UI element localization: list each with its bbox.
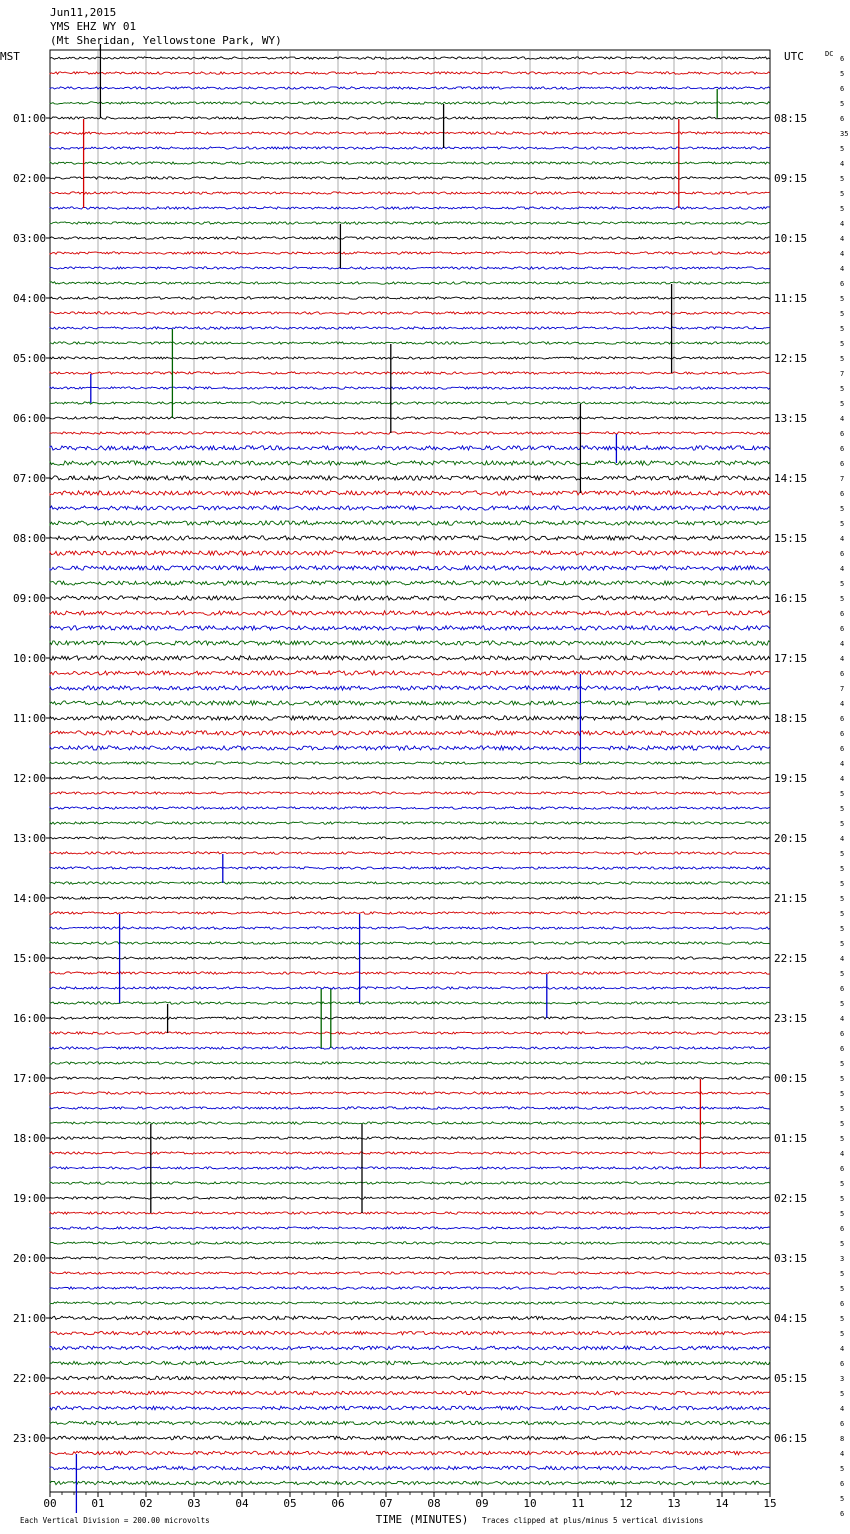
x-tick-label: 11 [571,1497,585,1510]
trace-row [50,671,770,675]
trace-row [50,1466,770,1470]
hour-label-right: 21:15 [774,892,808,905]
trace-row [50,1436,770,1440]
trace-row [50,222,770,224]
trace-row [50,1152,770,1154]
dc-offset-value: 6 [840,445,845,453]
trace-row [50,536,770,540]
trace-row [50,611,770,615]
trace-row [50,102,770,104]
trace-row [50,581,770,585]
dc-offset-value: 6 [840,550,845,558]
dc-offset-value: 5 [840,880,845,888]
x-tick-label: 12 [619,1497,633,1510]
dc-offset-value: 6 [840,430,845,438]
trace-row [50,372,770,374]
hour-label-right: 00:15 [774,1072,808,1085]
hour-label-right: 10:15 [774,232,808,245]
dc-offset-value: 5 [840,325,845,333]
dc-offset-value: 4 [840,640,845,648]
hour-label-right: 04:15 [774,1312,808,1325]
trace-row [50,596,770,600]
trace-row [50,1376,770,1380]
hour-label-left: 22:00 [13,1372,47,1385]
dc-offset-value: 7 [840,370,845,378]
trace-row [50,656,770,660]
hour-label-right: 09:15 [774,172,808,185]
hour-label-right: 02:15 [774,1192,808,1205]
dc-offset-value: 6 [840,490,845,498]
trace-row [50,1047,770,1049]
trace-row [50,626,770,630]
x-tick-label: 05 [283,1497,297,1510]
dc-offset-value: 5 [840,1465,845,1473]
dc-offset-value: 6 [840,1420,845,1428]
hour-label-right: 17:15 [774,652,808,665]
dc-offset-value: 6 [840,745,845,753]
trace-row [50,267,770,269]
dc-offset-value: 4 [840,835,845,843]
dc-offset-value: 5 [840,820,845,828]
dc-offset-value: 6 [840,1225,845,1233]
dc-offset-value: 5 [840,805,845,813]
hour-label-left: 06:00 [13,412,47,425]
dc-offset-value: 5 [840,100,845,108]
dc-offset-value: 4 [840,160,845,168]
x-tick-label: 06 [331,1497,345,1510]
hour-label-right: 19:15 [774,772,808,785]
dc-offset-value: 3 [840,1375,845,1383]
hour-label-left: 16:00 [13,1012,47,1025]
trace-row [50,1287,770,1289]
dc-offset-value: 35 [840,130,849,138]
hour-label-left: 08:00 [13,532,47,545]
trace-row [50,72,770,74]
trace-row [50,297,770,299]
dc-offset-value: 6 [840,85,845,93]
trace-row [50,1137,770,1139]
dc-offset-value: 5 [840,580,845,588]
trace-row [50,1302,770,1304]
dc-offset-value: 5 [840,400,845,408]
dc-offset-value: 8 [840,1435,845,1443]
hour-label-right: 05:15 [774,1372,808,1385]
hour-label-right: 08:15 [774,112,808,125]
trace-row [50,1032,770,1034]
trace-row [50,686,770,690]
dc-offset-value: 4 [840,700,845,708]
trace-row [50,882,770,884]
hour-label-left: 09:00 [13,592,47,605]
trace-row [50,867,770,869]
trace-row [50,1167,770,1169]
dc-offset-value: 5 [840,355,845,363]
hour-label-left: 17:00 [13,1072,47,1085]
trace-row [50,491,770,495]
hour-label-left: 04:00 [13,292,47,305]
trace-row [50,777,770,779]
x-tick-label: 08 [427,1497,441,1510]
dc-offset-value: 7 [840,685,845,693]
dc-offset-value: 5 [840,1330,845,1338]
trace-row [50,822,770,824]
trace-row [50,1062,770,1064]
x-tick-label: 01 [91,1497,105,1510]
trace-row [50,432,770,434]
trace-row [50,1182,770,1184]
hour-label-right: 13:15 [774,412,808,425]
dc-offset-value: 6 [840,115,845,123]
dc-offset-value: 5 [840,910,845,918]
hour-label-right: 15:15 [774,532,808,545]
dc-offset-value: 5 [840,505,845,513]
hour-label-left: 05:00 [13,352,47,365]
dc-offset-value: 6 [840,985,845,993]
trace-row [50,177,770,179]
dc-offset-value: 4 [840,565,845,573]
dc-offset-value: 5 [840,1120,845,1128]
trace-row [50,237,770,239]
dc-offset-value: 4 [840,955,845,963]
trace-row [50,942,770,944]
dc-offset-value: 5 [840,310,845,318]
left-axis-title: MST [0,50,20,63]
dc-offset-value: 3 [840,1255,845,1263]
trace-row [50,342,770,344]
dc-offset-value: 7 [840,475,845,483]
dc-offset-value: 5 [840,790,845,798]
trace-row [50,521,770,525]
trace-row [50,147,770,149]
dc-offset-value: 6 [840,1045,845,1053]
trace-row [50,837,770,839]
trace-row [50,1421,770,1425]
dc-offset-value: 5 [840,1315,845,1323]
dc-offset-value: 4 [840,1405,845,1413]
hour-label-left: 07:00 [13,472,47,485]
footer-clip-note: Traces clipped at plus/minus 5 vertical divisions [482,1516,704,1525]
dc-offset-value: 5 [840,925,845,933]
trace-row [50,446,770,450]
dc-offset-value: 5 [840,1240,845,1248]
trace-row [50,1212,770,1214]
hour-label-right: 16:15 [774,592,808,605]
trace-row [50,357,770,359]
trace-row [50,807,770,809]
dc-offset-value: 5 [840,940,845,948]
x-axis-label: TIME (MINUTES) [375,1513,469,1526]
hour-label-left: 20:00 [13,1252,47,1265]
dc-offset-value: 5 [840,595,845,603]
x-tick-label: 13 [667,1497,681,1510]
dc-offset-value: 5 [840,1060,845,1068]
trace-row [50,852,770,854]
dc-offset-value: 4 [840,220,845,228]
dc-offset-value: 6 [840,610,845,618]
dc-offset-value: 6 [840,730,845,738]
trace-row [50,207,770,209]
hour-label-right: 22:15 [774,952,808,965]
trace-row [50,1257,770,1259]
x-tick-label: 14 [715,1497,729,1510]
trace-row [50,87,770,89]
dc-offset-value: 5 [840,1075,845,1083]
trace-row [50,1017,770,1019]
dc-offset-value: 6 [840,625,845,633]
trace-row [50,972,770,974]
trace-row [50,132,770,134]
footer-scale-note: Each Vertical Division = 200.00 microvolts [20,1516,210,1525]
hour-label-left: 01:00 [13,112,47,125]
trace-row [50,1107,770,1109]
dc-offset-value: 5 [840,145,845,153]
dc-offset-value: 5 [840,520,845,528]
trace-row [50,1346,770,1350]
trace-row [50,1122,770,1124]
hour-label-right: 20:15 [774,832,808,845]
trace-row [50,1451,770,1455]
trace-row [50,762,770,764]
trace-row [50,402,770,404]
dc-offset-value: 6 [840,1360,845,1368]
hour-label-right: 14:15 [774,472,808,485]
dc-offset-value: 5 [840,1105,845,1113]
chart-date: Jun11,2015 [50,6,117,19]
trace-row [50,1077,770,1079]
dc-offset-value: 4 [840,1015,845,1023]
trace-row [50,987,770,989]
dc-offset-value: 5 [840,850,845,858]
dc-offset-value: 5 [840,190,845,198]
dc-offset-value: 4 [840,760,845,768]
dc-offset-value: 6 [840,460,845,468]
trace-row [50,897,770,899]
dc-offset-value: 6 [840,1165,845,1173]
hour-label-right: 06:15 [774,1432,808,1445]
dc-offset-value: 5 [840,1090,845,1098]
dc-offset-value: 4 [840,415,845,423]
dc-offset-value: 5 [840,1000,845,1008]
hour-label-right: 11:15 [774,292,808,305]
dc-offset-value: 5 [840,1180,845,1188]
dc-offset-value: 5 [840,205,845,213]
trace-row [50,162,770,164]
hour-label-right: 23:15 [774,1012,808,1025]
hour-label-left: 13:00 [13,832,47,845]
trace-row [50,327,770,329]
dc-offset-value: 5 [840,1270,845,1278]
dc-offset-value: 4 [840,1450,845,1458]
dc-offset-value: 5 [840,895,845,903]
dc-offset-value: 5 [840,70,845,78]
dc-offset-value: 5 [840,1495,845,1503]
trace-row [50,792,770,794]
x-tick-label: 00 [43,1497,57,1510]
x-tick-label: 15 [763,1497,777,1510]
hour-label-left: 18:00 [13,1132,47,1145]
trace-row [50,1481,770,1485]
trace-row [50,1092,770,1094]
dc-offset-value: 4 [840,265,845,273]
trace-row [50,57,770,59]
trace-row [50,641,770,645]
x-tick-label: 04 [235,1497,249,1510]
dc-offset-value: 5 [840,1135,845,1143]
trace-row [50,1316,770,1320]
trace-row [50,1331,770,1335]
dc-offset-value: 4 [840,250,845,258]
dc-offset-value: 5 [840,865,845,873]
trace-row [50,117,770,119]
dc-offset-value: 5 [840,1210,845,1218]
trace-row [50,506,770,510]
hour-label-left: 11:00 [13,712,47,725]
trace-row [50,731,770,735]
dc-offset-value: 4 [840,1345,845,1353]
trace-row [50,476,770,480]
dc-offset-value: 6 [840,55,845,63]
trace-row [50,312,770,314]
hour-label-right: 03:15 [774,1252,808,1265]
dc-offset-value: 6 [840,1300,845,1308]
trace-row [50,1197,770,1199]
hour-label-left: 14:00 [13,892,47,905]
dc-offset-value: 5 [840,1390,845,1398]
dc-offset-value: 6 [840,1480,845,1488]
dc-offset-value: 5 [840,295,845,303]
x-tick-label: 02 [139,1497,153,1510]
dc-offset-value: 5 [840,1285,845,1293]
trace-row [50,1002,770,1004]
chart-station-title: YMS EHZ WY 01 [50,20,137,33]
trace-row [50,1406,770,1410]
dc-offset-value: 5 [840,385,845,393]
dc-offset-value: 4 [840,535,845,543]
trace-row [50,912,770,914]
hour-label-right: 18:15 [774,712,808,725]
dc-offset-value: 4 [840,655,845,663]
right-axis-title: UTC [784,50,804,63]
trace-row [50,551,770,555]
hour-label-left: 19:00 [13,1192,47,1205]
trace-row [50,282,770,284]
trace-row [50,716,770,720]
trace-row [50,1227,770,1229]
dc-offset-value: 5 [840,970,845,978]
dc-offset-value: 4 [840,775,845,783]
dc-offset-value: 5 [840,340,845,348]
dc-offset-value: 6 [840,715,845,723]
hour-label-left: 03:00 [13,232,47,245]
hour-label-right: 12:15 [774,352,808,365]
dc-offset-value: 6 [840,1510,845,1518]
dc-offset-value: 5 [840,1195,845,1203]
x-tick-label: 10 [523,1497,537,1510]
trace-row [50,1391,770,1395]
x-tick-label: 07 [379,1497,393,1510]
trace-row [50,417,770,419]
dc-offset-value: 4 [840,235,845,243]
hour-label-left: 10:00 [13,652,47,665]
hour-label-left: 21:00 [13,1312,47,1325]
trace-row [50,252,770,254]
trace-row [50,1242,770,1244]
dc-offset-value: 6 [840,280,845,288]
dc-offset-value: 5 [840,175,845,183]
trace-row [50,927,770,929]
trace-row [50,746,770,750]
hour-label-left: 02:00 [13,172,47,185]
dc-offset-value: 6 [840,1030,845,1038]
dc-offset-value: 4 [840,1150,845,1158]
trace-row [50,461,770,465]
trace-row [50,701,770,705]
trace-row [50,1272,770,1274]
trace-row [50,1361,770,1365]
dc-label: DC [825,50,834,58]
trace-row [50,387,770,389]
chart-location: (Mt Sheridan, Yellowstone Park, WY) [50,34,282,47]
hour-label-left: 15:00 [13,952,47,965]
x-tick-label: 09 [475,1497,489,1510]
dc-offset-value: 6 [840,670,845,678]
hour-label-left: 23:00 [13,1432,47,1445]
trace-row [50,957,770,959]
trace-row [50,192,770,194]
hour-label-left: 12:00 [13,772,47,785]
x-tick-label: 03 [187,1497,201,1510]
trace-row [50,566,770,570]
hour-label-right: 01:15 [774,1132,808,1145]
